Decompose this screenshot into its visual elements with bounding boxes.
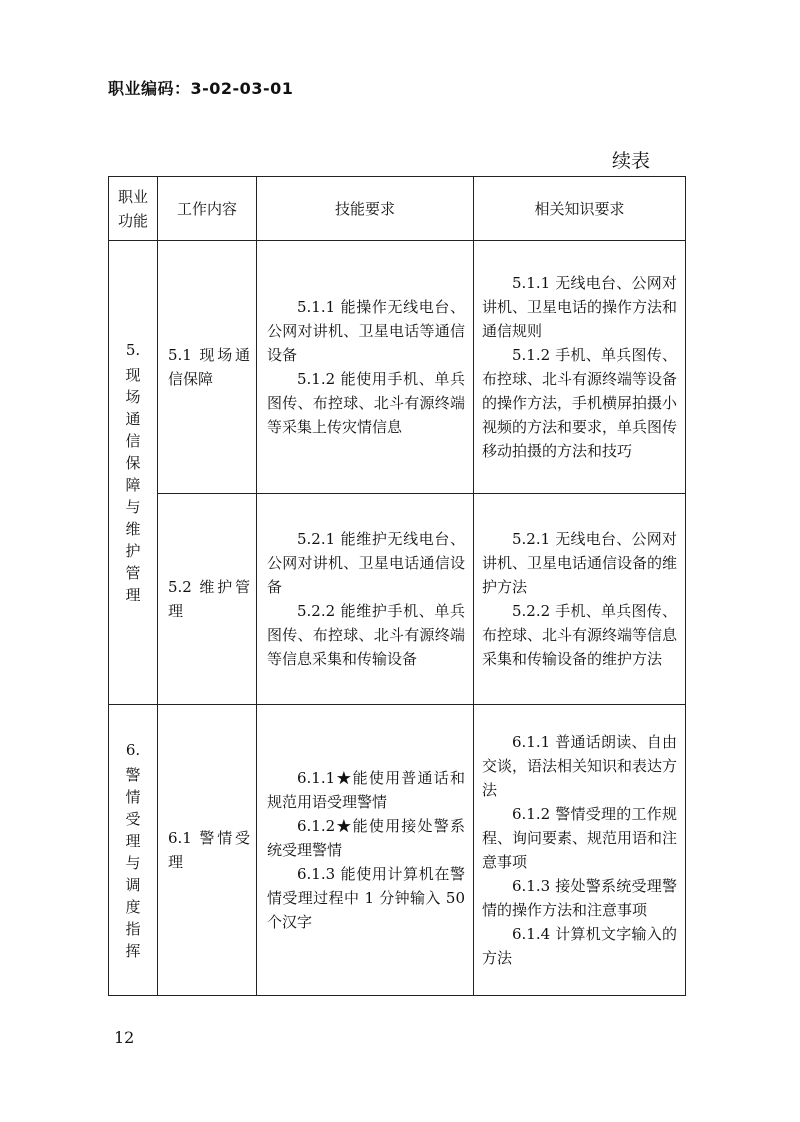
skill-item: 6.1.3 能使用计算机在警情受理过程中 1 分钟输入 50 个汉字	[267, 865, 465, 931]
skill-cell	[257, 241, 474, 494]
knowledge-item: 5.1.1 无线电台、公网对讲机、卫星电话的操作方法和通信规则	[482, 274, 678, 340]
occupation-code: 职业编码：3-02-03-01	[108, 79, 294, 98]
function-name: 现场通信保障与维护管理	[125, 366, 141, 604]
knowledge-item: 6.1.3 接处警系统受理警情的操作方法和注意事项	[482, 877, 677, 919]
header-skill-requirements: 技能要求	[257, 177, 474, 241]
skill-item: 6.1.2★能使用接处警系统受理警情	[267, 817, 465, 859]
knowledge-cell	[474, 705, 686, 996]
function-cell-5	[109, 241, 158, 705]
knowledge-cell	[474, 241, 686, 494]
header-knowledge-requirements: 相关知识要求	[474, 177, 686, 241]
page-number: 12	[114, 1028, 135, 1047]
knowledge-item: 5.2.1 无线电台、公网对讲机、卫星电话通信设备的维护方法	[482, 530, 678, 596]
function-number: 5.	[125, 341, 141, 359]
work-content-cell: 6.1 警情受理	[158, 705, 257, 996]
continued-table-label: 续表	[612, 150, 651, 172]
knowledge-cell	[474, 494, 686, 705]
header-function	[109, 177, 158, 241]
function-cell-6	[109, 705, 158, 996]
skill-item: 5.2.2 能维护手机、单兵图传、布控球、北斗有源终端等信息采集和传输设备	[267, 602, 465, 668]
skill-item: 5.1.1 能操作无线电台、公网对讲机、卫星电话等通信设备	[267, 298, 465, 364]
skill-item: 6.1.1★能使用普通话和规范用语受理警情	[267, 769, 465, 811]
skills-table	[108, 176, 686, 996]
knowledge-item: 6.1.1 普通话朗读、自由交谈，语法相关知识和表达方法	[482, 733, 678, 799]
function-number: 6.	[125, 740, 141, 759]
work-content-cell: 5.2 维护管理	[158, 494, 257, 705]
table-header-row	[109, 177, 686, 241]
work-content-cell: 5.1 现场通信保障	[158, 241, 257, 494]
knowledge-item: 6.1.4 计算机文字输入的方法	[482, 925, 677, 967]
knowledge-item: 6.1.2 警情受理的工作规程、询问要素、规范用语和注意事项	[482, 805, 678, 871]
knowledge-item: 5.1.2 手机、单兵图传、布控球、北斗有源终端等设备的操作方法，手机横屏拍摄小视频的方法和要求，单兵图传移动拍摄的方法和技巧	[482, 346, 678, 460]
header-function-line1: 职业	[117, 187, 148, 206]
skill-cell	[257, 705, 474, 996]
knowledge-item: 5.2.2 手机、单兵图传、布控球、北斗有源终端等信息采集和传输设备的维护方法	[482, 602, 678, 668]
skill-item: 5.1.2 能使用手机、单兵图传、布控球、北斗有源终端等采集上传灾情信息	[267, 370, 465, 436]
table-row	[109, 241, 686, 494]
function-name: 警情受理与调度指挥	[125, 765, 141, 960]
table-row	[109, 705, 686, 996]
skill-cell	[257, 494, 474, 705]
skill-item: 5.2.1 能维护无线电台、公网对讲机、卫星电话通信设备	[267, 530, 465, 596]
header-work-content: 工作内容	[158, 177, 257, 241]
table-row	[109, 494, 686, 705]
header-function-line2: 功能	[117, 211, 148, 230]
